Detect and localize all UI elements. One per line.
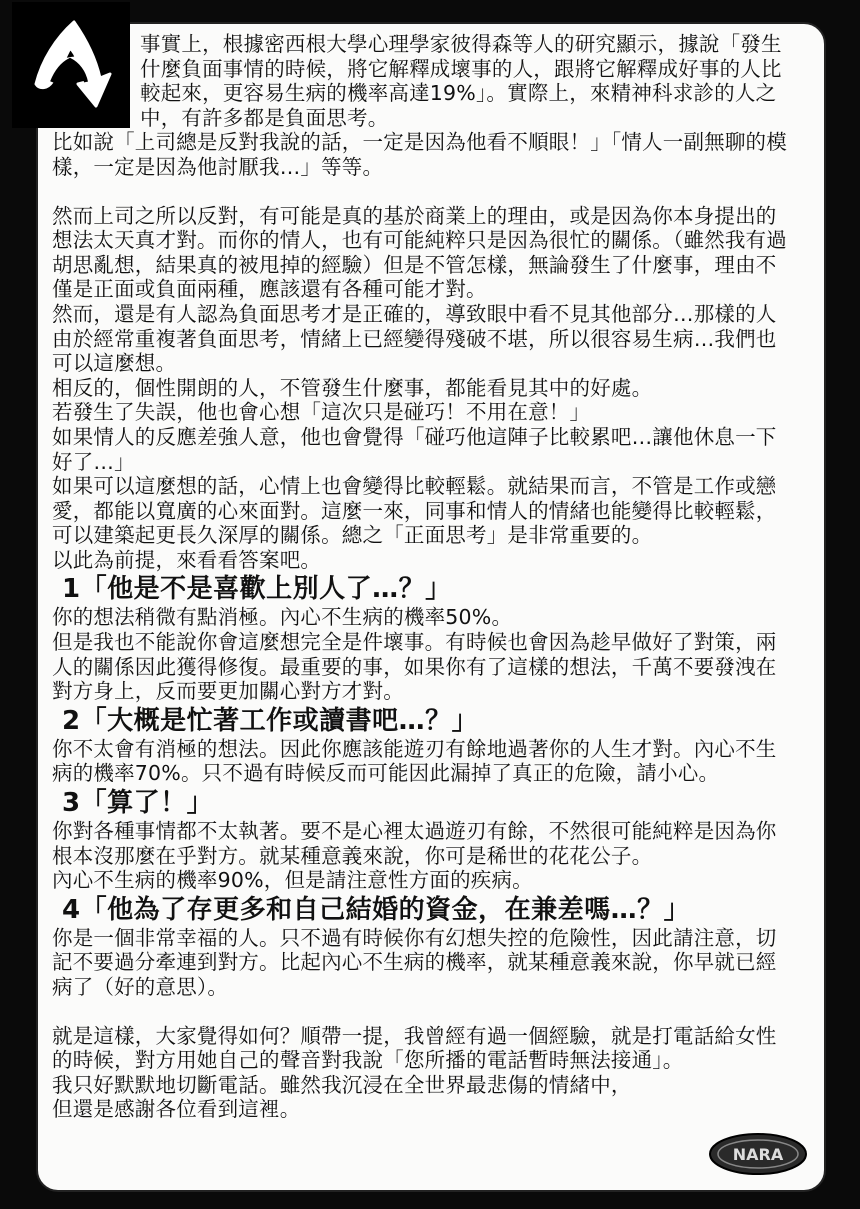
paragraph: 相反的，個性開朗的人，不管發生什麼事，都能看見其中的好處。: [52, 375, 653, 400]
answer-body: 你是一個非常幸福的人。只不過有時候你有幻想失控的危險性，因此請注意，切記不要過分牽連到對方。比起內心不生病的機率，就某種意義來說，你早就已經病了（好的意思）。: [52, 925, 777, 999]
answers-section: [52, 574, 792, 999]
intro-paragraph: [52, 32, 792, 130]
answer-body: 你的想法稍微有點消極。內心不生病的機率50%。: [52, 605, 513, 630]
paragraph: 就是這樣，大家覺得如何？順帶一提，我曾經有過一個經驗，就是打電話給女性的時候，對方用她自己的聲音對我說「您所播的電話暫時無法接通」。: [52, 1023, 777, 1073]
stamp-icon: [706, 1128, 810, 1180]
answer-title: 2「大概是忙著工作或讀書吧…？」: [62, 705, 479, 736]
answer-body: 你對各種事情都不太執著。要不是心裡太過遊刃有餘，不然很可能純粹是因為你根本沒那麼在乎對方。就某種意義來說，你可是稀世的花花公子。: [52, 819, 777, 868]
closing-section: [52, 1024, 792, 1122]
answer-body: 但是我也不能說你會這麼想完全是件壞事。有時候也會因為趁早做好了對策，兩人的關係因此獲得修復。最重要的事，如果你有了這樣的想法，千萬不要發洩在對方身上，反而要更加關心對方才對。: [52, 630, 777, 704]
answer-body: 內心不生病的機率90%，但是請注意性方面的疾病。: [52, 868, 533, 893]
stamp-text: NARA: [732, 1145, 784, 1164]
paragraph: 如果可以這麼想的話，心情上也會變得比較輕鬆。就結果而言，不管是工作或戀愛，都能以寬廣的心來面對。這麼一來，同事和情人的情緒也能變得比較輕鬆，可以建築起更長久深厚的關係。總之「正面思考」是非常重要的。: [52, 474, 777, 548]
paragraph: 如果情人的反應差強人意，他也會覺得「碰巧他這陣子比較累吧…讓他休息一下好了…」: [52, 424, 777, 474]
answer-title: 4「他為了存更多和自己結婚的資金，在兼差嗎…？」: [62, 894, 691, 925]
explanation-section: [52, 204, 792, 573]
example-paragraph: [52, 130, 792, 179]
paragraph: 比如說「上司總是反對我說的話，一定是因為他看不順眼！」「情人一副無聊的模樣，一定是因為他討厭我…」等等。: [52, 130, 787, 179]
paragraph: 然而，還是有人認為負面思考才是正確的，導致眼中看不見其他部分…那樣的人由於經常重複著負面思考，情緒上已經變得殘破不堪，所以很容易生病…我們也可以這麼想。: [52, 301, 777, 376]
paragraph: 事實上，根據密西根大學心理學家彼得森等人的研究顯示，據說「發生什麼負面事情的時候，將它解釋成壞事的人，跟將它解釋成好事的人比較起來，更容易生病的機率高達19%」。實際上，來精神科求診的人之中，有許多都是負面思考。: [140, 32, 782, 130]
answer-title: 1「他是不是喜歡上別人了…？」: [62, 574, 452, 605]
paragraph: 以此為前提，來看看答案吧。: [52, 547, 322, 572]
paragraph: 若發生了失誤，他也會心想「這次只是碰巧！不用在意！」: [52, 400, 591, 425]
paragraph: 但還是感謝各位看到這裡。: [52, 1097, 301, 1122]
author-stamp: [706, 1128, 810, 1180]
answer-title: 3「算了！」: [62, 788, 214, 819]
article-text: [52, 32, 792, 1122]
paragraph: 我只好默默地切斷電話。雖然我沉浸在全世界最悲傷的情緒中，: [52, 1072, 632, 1097]
answer-body: 你不太會有消極的想法。因此你應該能遊刃有餘地過著你的人生才對。內心不生病的機率70%。只不過有時候反而可能因此漏掉了真正的危險，請小心。: [52, 736, 777, 786]
paragraph: 然而上司之所以反對，有可能是真的基於商業上的理由，或是因為你本身提出的想法太天真才對。而你的情人，也有可能純粹只是因為很忙的關係。（雖然我有過胡思亂想，結果真的被甩掉的經驗）但是不管怎樣，無論發生了什麼事，理由不僅是正面或負面兩種，應該還有各種可能才對。: [52, 203, 787, 302]
